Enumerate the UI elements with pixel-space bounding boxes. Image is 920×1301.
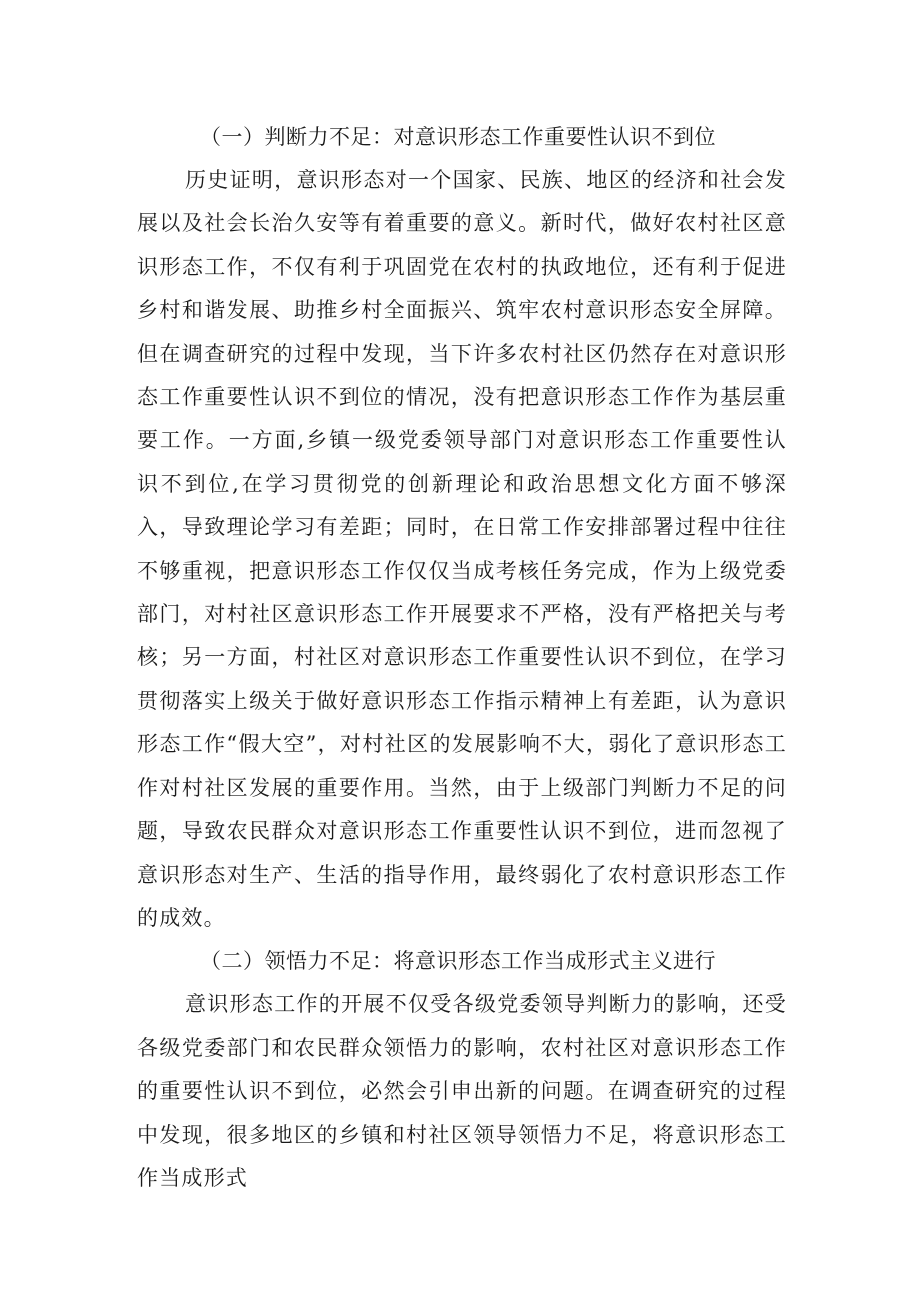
section-2-paragraph: 意识形态工作的开展不仅受各级党委领导判断力的影响，还受各级党委部门和农民群众领悟力的影响，农村社区对意识形态工作的重要性认识不到位，必然会引申出新的问题。在调查研究的过程中发现，很多地区的乡镇和村社区领导领悟力不足，将意识形态工作当成形式 [137, 992, 787, 1190]
section-1-paragraph: 历史证明，意识形态对一个国家、民族、地区的经济和社会发展以及社会长治久安等有着重要的意义。新时代，做好农村社区意识形态工作，不仅有利于巩固党在农村的执政地位，还有利于促进乡村和谐发展、助推乡村全面振兴、筑牢农村意识形态安全屏障。但在调查研究的过程中发现，当下许多农村社区仍然存在对意识形态工作重要性认识不到位的情况，没有把意识形态工作作为基层重要工作。一方面,乡镇一级党委领导部门对意识形态工作重要性认识不到位,在学习贯彻党的创新理论和政治思想文化方面不够深入，导致理论学习有差距；同时，在日常工作安排部署过程中往往不够重视，把意识形态工作仅仅当成考核任务完成，作为上级党委部门，对村社区意识形态工作开展要求不严格，没有严格把关与考核；另一方面，村社区对意识形态工作重要性认识不到位，在学习贯彻落实上级关于做好意识形态工作指示精神上有差距，认为意识形态工作“假大空”，对村社区的发展影响不大，弱化了意识形态工作对村社区发展的重要作用。当然，由于上级部门判断力不足的问题，导致农民群众对意识形态工作重要性认识不到位，进而忽视了意识形态对生产、生活的指导作用，最终弱化了农村意识形态工作的成效。 [137, 168, 787, 930]
section-1-heading: （一）判断力不足：对意识形态工作重要性认识不到位 [200, 125, 716, 149]
document-body [137, 116, 787, 1200]
section-2-heading: （二）领悟力不足：将意识形态工作当成形式主义进行 [200, 949, 716, 974]
